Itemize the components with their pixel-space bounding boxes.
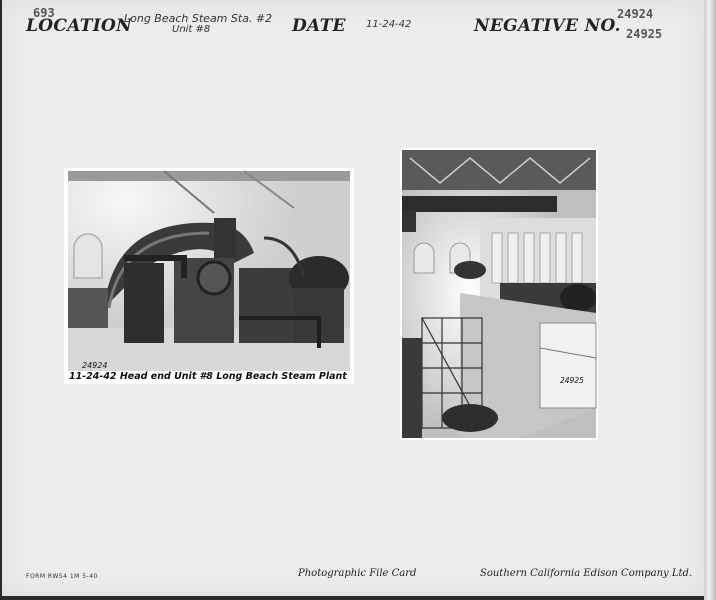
negative-number-1: 24924 (617, 7, 654, 21)
date-label: DATE (292, 16, 346, 36)
file-card (2, 0, 704, 596)
photo-turbine-head-end (64, 168, 354, 384)
form-code: FORM RW54 1M 5-40 (26, 573, 98, 580)
location-label: LOCATION (26, 16, 132, 36)
location-value: Long Beach Steam Sta. #2 (124, 12, 273, 25)
negative-label: NEGATIVE NO. (474, 16, 621, 36)
company-name: Southern California Edison Company Ltd. (480, 568, 693, 579)
photo-1-caption: 11-24-42 Head end Unit #8 Long Beach Steam Plant (69, 371, 347, 382)
card-edge (704, 0, 716, 600)
date-value: 11-24-42 (366, 19, 412, 30)
location-unit: Unit #8 (172, 24, 211, 35)
photo-1-neg-mark: 24924 (82, 361, 108, 370)
photo-2-neg-mark: 24925 (560, 376, 584, 385)
file-number: 693 (33, 6, 55, 20)
negative-number-2: 24925 (626, 27, 663, 41)
card-title: Photographic File Card (298, 568, 417, 579)
photo-turbine-hall (400, 148, 598, 440)
